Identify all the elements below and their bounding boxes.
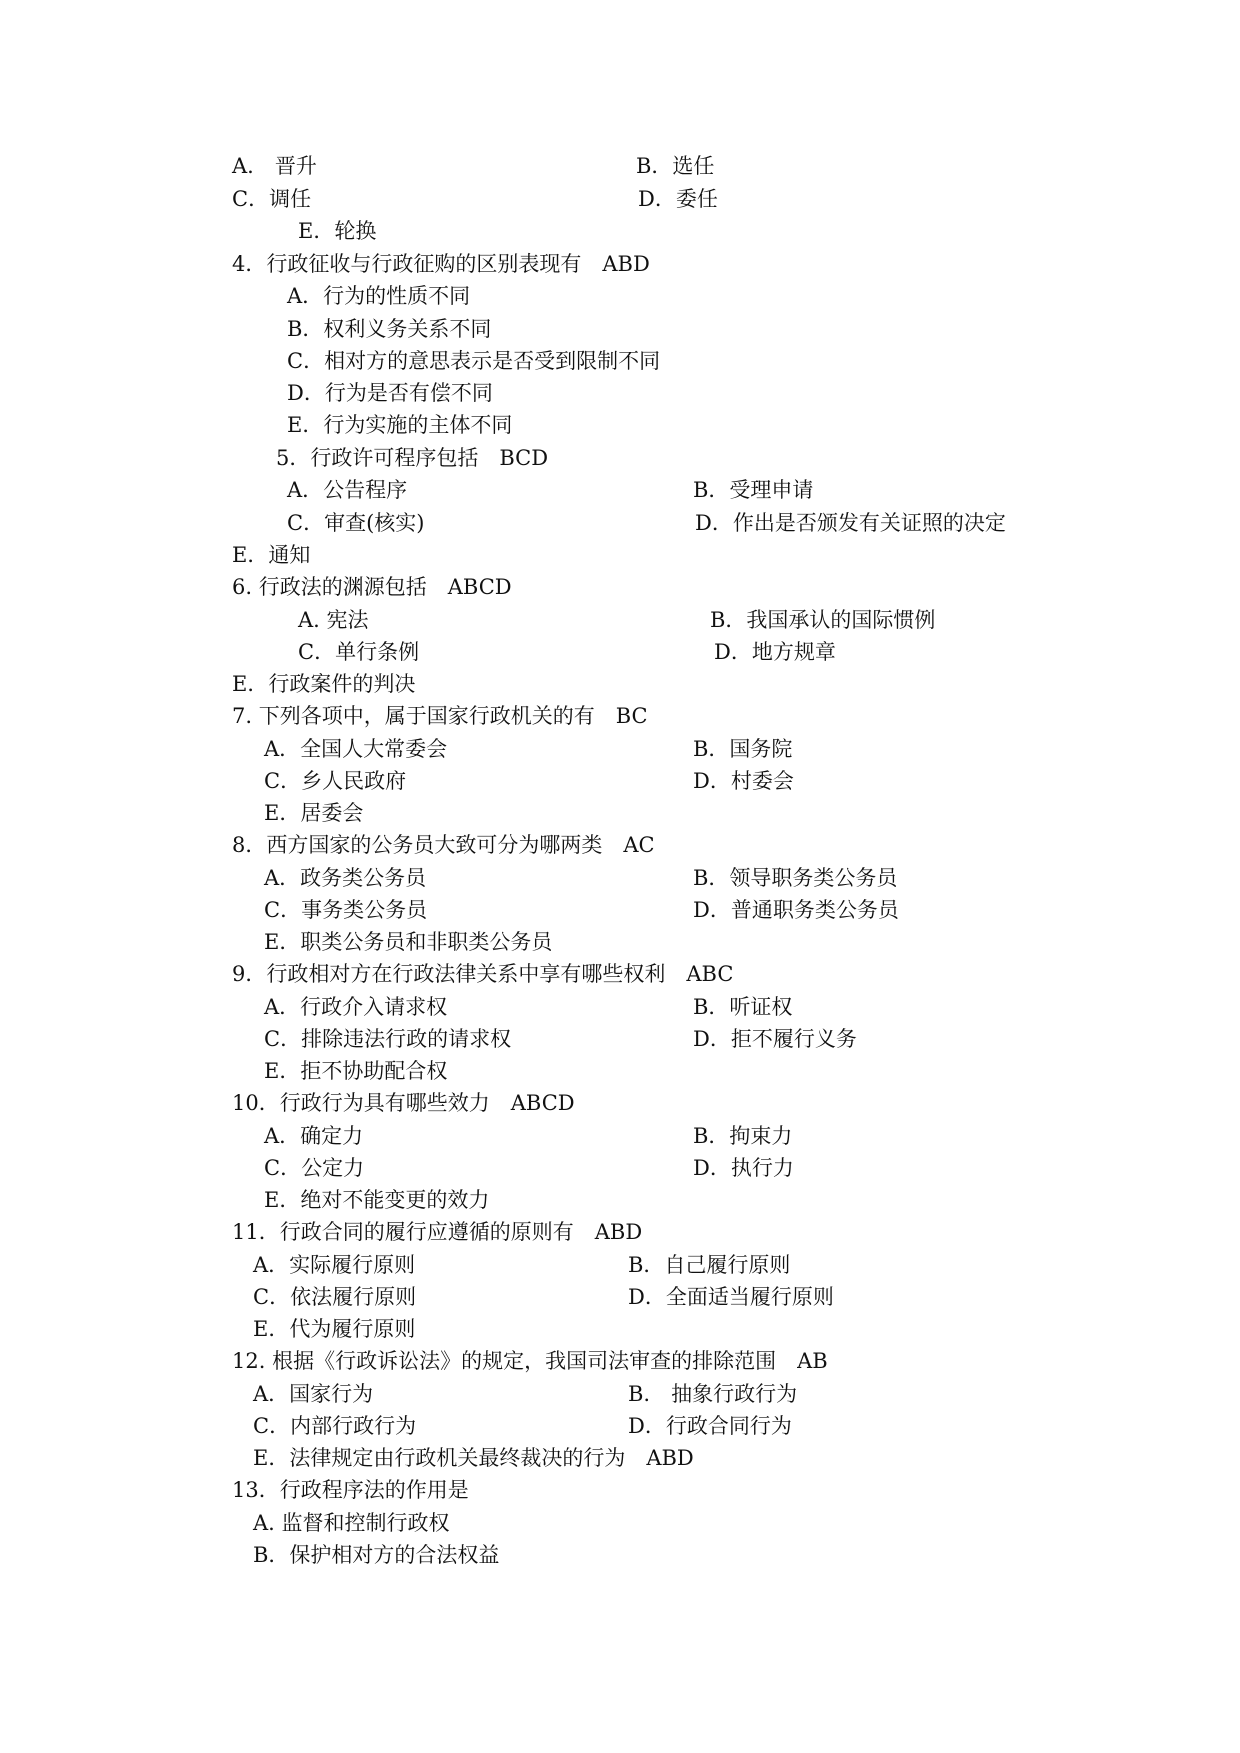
option-line: C．审查(核实)	[287, 511, 425, 535]
question-line: 5．行政许可程序包括 BCD	[276, 446, 549, 470]
option-line: A．行政介入请求权	[264, 995, 448, 1019]
option-line: C．事务类公务员	[264, 898, 428, 922]
option-line: E．行为实施的主体不同	[287, 413, 513, 437]
question-line: 12. 根据《行政诉讼法》的规定，我国司法审查的排除范围 AB	[232, 1349, 828, 1373]
option-line: D．作出是否颁发有关证照的决定	[695, 511, 1006, 535]
option-line: D．行政合同行为	[628, 1414, 792, 1438]
option-line: B．领导职务类公务员	[693, 866, 898, 890]
option-line: C．公定力	[264, 1156, 365, 1180]
question-line: 8．西方国家的公务员大致可分为哪两类 AC	[232, 833, 655, 857]
option-line: C．内部行政行为	[253, 1414, 417, 1438]
option-line: B．我国承认的国际惯例	[710, 608, 936, 632]
option-line: B．受理申请	[693, 478, 814, 502]
option-line: B．拘束力	[693, 1124, 793, 1148]
option-line: A. 监督和控制行政权	[253, 1511, 450, 1535]
question-line: 6. 行政法的渊源包括 ABCD	[232, 575, 512, 599]
option-line: E．代为履行原则	[253, 1317, 416, 1341]
option-line: A. 晋升	[232, 154, 317, 178]
option-line: E．居委会	[264, 801, 364, 825]
option-line: A．确定力	[264, 1124, 364, 1148]
option-line: B．自己履行原则	[628, 1253, 791, 1277]
option-line: D．行为是否有偿不同	[287, 381, 493, 405]
option-line: C．单行条例	[298, 640, 420, 664]
option-line: E．行政案件的判决	[232, 672, 416, 696]
option-line: D．全面适当履行原则	[628, 1285, 834, 1309]
option-line: C．调任	[232, 187, 312, 211]
option-line: B．权利义务关系不同	[287, 317, 492, 341]
option-line: E．轮换	[298, 219, 377, 243]
option-line: C．依法履行原则	[253, 1285, 417, 1309]
question-line: 9．行政相对方在行政法律关系中享有哪些权利 ABC	[232, 962, 734, 986]
option-line: A．实际履行原则	[253, 1253, 416, 1277]
option-line: A. 宪法	[298, 608, 369, 632]
question-line: 10．行政行为具有哪些效力 ABCD	[232, 1091, 575, 1115]
option-line: C．相对方的意思表示是否受到限制不同	[287, 349, 661, 373]
option-line: A．国家行为	[253, 1382, 374, 1406]
option-line: A．政务类公务员	[264, 866, 427, 890]
question-line: 11．行政合同的履行应遵循的原则有 ABD	[232, 1220, 643, 1244]
option-line: E．绝对不能变更的效力	[264, 1188, 490, 1212]
option-line: B. 抽象行政行为	[628, 1382, 798, 1406]
option-line: D．村委会	[693, 769, 794, 793]
option-line: B．听证权	[693, 995, 793, 1019]
option-line: B．国务院	[693, 737, 793, 761]
option-line: B．保护相对方的合法权益	[253, 1543, 500, 1567]
option-line: A．公告程序	[287, 478, 408, 502]
option-line: E．通知	[232, 543, 311, 567]
option-line: D．拒不履行义务	[693, 1027, 857, 1051]
option-line: C．乡人民政府	[264, 769, 407, 793]
option-line: A．行为的性质不同	[287, 284, 471, 308]
option-line: A．全国人大常委会	[264, 737, 448, 761]
option-line: D．执行力	[693, 1156, 794, 1180]
option-line: E．职类公务员和非职类公务员	[264, 930, 553, 954]
option-line: D．委任	[638, 187, 718, 211]
option-line: D．地方规章	[714, 640, 836, 664]
question-line: 7. 下列各项中，属于国家行政机关的有 BC	[232, 704, 648, 728]
option-line: B．选任	[636, 154, 715, 178]
question-line: 4．行政征收与行政征购的区别表现有 ABD	[232, 252, 650, 276]
option-line: E．法律规定由行政机关最终裁决的行为 ABD	[253, 1446, 694, 1470]
option-line: D．普通职务类公务员	[693, 898, 899, 922]
option-line: C．排除违法行政的请求权	[264, 1027, 512, 1051]
question-line: 13．行政程序法的作用是	[232, 1478, 469, 1502]
option-line: E．拒不协助配合权	[264, 1059, 448, 1083]
